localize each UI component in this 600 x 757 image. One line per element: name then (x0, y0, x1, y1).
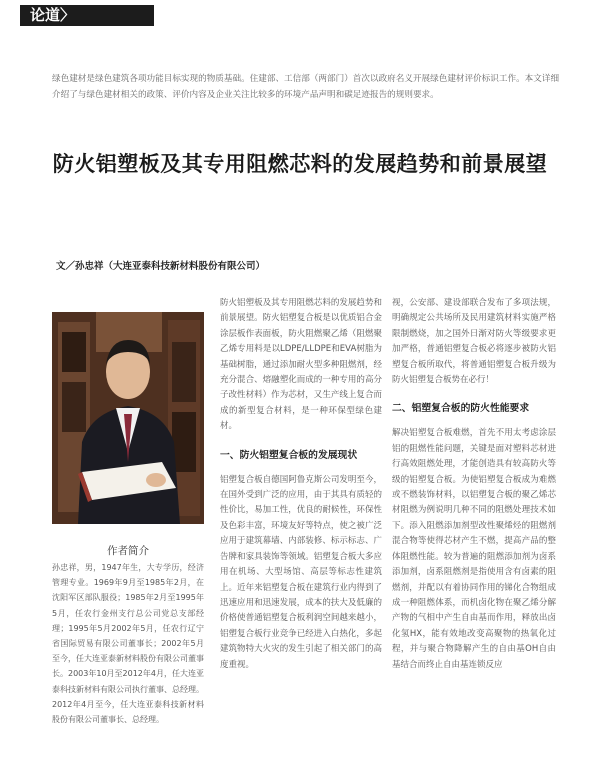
paragraph: 铝塑复合板自德国阿鲁克斯公司发明至今，在国外受到广泛的应用，由于其具有质轻的性价比，易加工性，优良的耐候性，环保性及色彩丰富，环境友好等特点，使之被广泛应用于建筑幕墙、内部装修、标示标志、广告牌和家具装饰等领域。铝塑复合板大多应用在机场、大型场馆、高层等标志性建筑上。近年来铝塑复合板在建筑行业内得到了迅速应用和迅速发展，成本的扶大及低廉的价格使普通铝塑复合板利润空间越来越小，铝塑复合板行业竞争已经进入白热化，多起建筑物特大火灾的发生引起了相关部门的高度重视。 (220, 474, 382, 670)
column-right (392, 296, 556, 673)
column-middle (220, 296, 382, 673)
paragraph: 视，公安部、建设部联合发布了多项法规，明确规定公共场所及民用建筑材料实施严格限制燃烧，加之国外日渐对防火等级要求更加严格，普通铝塑复合板必将逐步被防火铝塑复合板所取代，将普通铝塑复合板升级为防火铝塑复合板势在必行！ (392, 298, 556, 386)
paragraph: 防火铝塑板及其专用阻燃芯料的发展趋势和前景展望。防火铝塑复合板是以优质铝合金涂层板作表面板，防火阻燃聚乙烯（阻燃聚乙烯专用料是以LDPE/LLDPE和EVA树脂为基础树脂，通过添加耐火型多种阻燃剂，经充分混合、熔融塑化而成的一种专用的高分子改性材料）作为芯材，又生产线上复合而成的新型复合材料，是一种环保型绿色建材。 (220, 298, 382, 432)
section-heading: 二、铝塑复合板的防火性能要求 (392, 403, 530, 415)
article-intro: 绿色建材是绿色建筑各项功能目标实现的物质基础。住建部、工信部（两部门）首次以政府名义开展绿色建材评价标识工作。本文详细介绍了与绿色建材相关的政策、评价内容及企业关注比较多的环境产品声明和碳足迹报告的规则要求。 (52, 74, 560, 100)
bio-heading: 作者简介 (107, 545, 149, 557)
section-label: 论道〉 (20, 5, 154, 26)
bio-text: 孙忠祥，男，1947年生，大专学历，经济管理专业。1969年9月至1985年2月，在沈阳军区部队服役；1985年2月至1995年5月，任农行金州支行总公司党总支部经理；1995年5月2002年5月，任农行辽宁省国际贸易有限公司董事长；2002年5月至今，任大连亚泰新材料股份有限公司董事长。2003年10月至2012年4月，任大连亚泰科技新材料有限公司执行董事、总经理。2012年4月至今，任大连亚泰科技新材料股份有限公司董事长、总经理。 (52, 563, 204, 725)
section-heading: 一、防火铝塑复合板的发展现状 (220, 449, 358, 461)
article-byline: 文／孙忠祥（大连亚泰科技新材料股份有限公司） (56, 261, 266, 272)
author-photo (52, 312, 204, 524)
article-title: 防火铝塑板及其专用阻燃芯料的发展趋势和前景展望 (52, 152, 548, 176)
paragraph: 解决铝塑复合板难燃，首先不用太考虑涂层铝的阻燃性能问题，关键是面对塑料芯材进行高效阻燃处理，才能创造具有较高防火等级的铝塑复合板。为使铝塑复合板成为难燃或不燃装饰材料，以铝塑复合板的聚乙烯芯材阻燃为例说明几种不同的阻燃处理技术如下。添入阻燃添加剂型改性聚烯烃的阻燃剂混合物等使得芯材产生不燃，提高产品的整体阻燃性能。较为普遍的阻燃添加剂为卤系添加剂，卤系阻燃剂是指使用含有卤素的阻燃剂，并配以有着协同作用的锑化合物组成成一种阻燃体系，而机卤化物在聚乙烯分解产物的气相中产生自由基而作用，释放出卤化氢HX，能有效地改变高聚物的热氧化过程，并与聚合物降解产生的自由基OH自由基结合而终止自由基连锁反应 (392, 428, 556, 670)
header-bar (0, 0, 600, 26)
